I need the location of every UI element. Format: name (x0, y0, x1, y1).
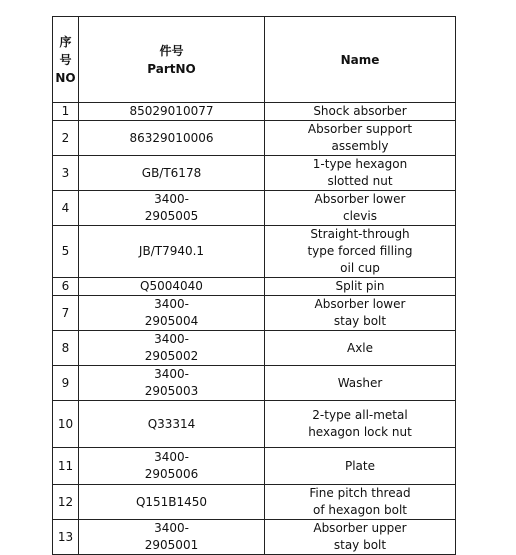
table-header (53, 17, 456, 103)
cell-name: Absorber upper stay bolt (265, 520, 456, 555)
parts-table (52, 16, 456, 555)
header-no-zh: 序 号 (59, 34, 72, 67)
cell-no: 10 (53, 401, 79, 448)
cell-no: 8 (53, 331, 79, 366)
cell-name: Straight-through type forced filling oil cup (265, 226, 456, 278)
cell-partno: 85029010077 (79, 103, 265, 121)
cell-no: 4 (53, 191, 79, 226)
cell-partno: GB/T6178 (79, 156, 265, 191)
header-name (265, 17, 456, 103)
cell-name: Fine pitch thread of hexagon bolt (265, 485, 456, 520)
table-row (53, 485, 456, 520)
table-row (53, 448, 456, 485)
cell-no: 1 (53, 103, 79, 121)
cell-partno: Q151B1450 (79, 485, 265, 520)
header-partno (79, 17, 265, 103)
cell-no: 7 (53, 296, 79, 331)
header-partno-en: PartNO (147, 61, 196, 76)
cell-no: 2 (53, 121, 79, 156)
cell-no: 13 (53, 520, 79, 555)
cell-partno: 3400- 2905006 (79, 448, 265, 485)
cell-name: 2-type all-metal hexagon lock nut (265, 401, 456, 448)
table-row (53, 401, 456, 448)
table-row (53, 331, 456, 366)
table-body (53, 103, 456, 555)
header-no-en: NO (55, 70, 76, 85)
cell-name: Split pin (265, 278, 456, 296)
cell-partno: JB/T7940.1 (79, 226, 265, 278)
table-row (53, 191, 456, 226)
table-row (53, 226, 456, 278)
cell-partno: 3400- 2905004 (79, 296, 265, 331)
table-row (53, 296, 456, 331)
cell-partno: Q5004040 (79, 278, 265, 296)
cell-name: Shock absorber (265, 103, 456, 121)
cell-partno: 3400- 2905002 (79, 331, 265, 366)
header-name-label: Name (340, 52, 380, 67)
table-row (53, 103, 456, 121)
cell-name: Absorber lower clevis (265, 191, 456, 226)
cell-no: 6 (53, 278, 79, 296)
table-row (53, 121, 456, 156)
header-partno-zh: 件号 (159, 43, 184, 58)
header-row (53, 17, 456, 103)
cell-name: Absorber support assembly (265, 121, 456, 156)
table-row (53, 278, 456, 296)
cell-no: 9 (53, 366, 79, 401)
cell-partno: Q33314 (79, 401, 265, 448)
cell-partno: 3400- 2905001 (79, 520, 265, 555)
cell-partno: 3400- 2905003 (79, 366, 265, 401)
cell-no: 11 (53, 448, 79, 485)
cell-name: Absorber lower stay bolt (265, 296, 456, 331)
table-row (53, 156, 456, 191)
cell-no: 3 (53, 156, 79, 191)
cell-no: 5 (53, 226, 79, 278)
header-no (53, 17, 79, 103)
table-row (53, 366, 456, 401)
cell-partno: 86329010006 (79, 121, 265, 156)
cell-name: Washer (265, 366, 456, 401)
cell-name: 1-type hexagon slotted nut (265, 156, 456, 191)
table-row (53, 520, 456, 555)
cell-no: 12 (53, 485, 79, 520)
cell-name: Plate (265, 448, 456, 485)
cell-partno: 3400- 2905005 (79, 191, 265, 226)
cell-name: Axle (265, 331, 456, 366)
